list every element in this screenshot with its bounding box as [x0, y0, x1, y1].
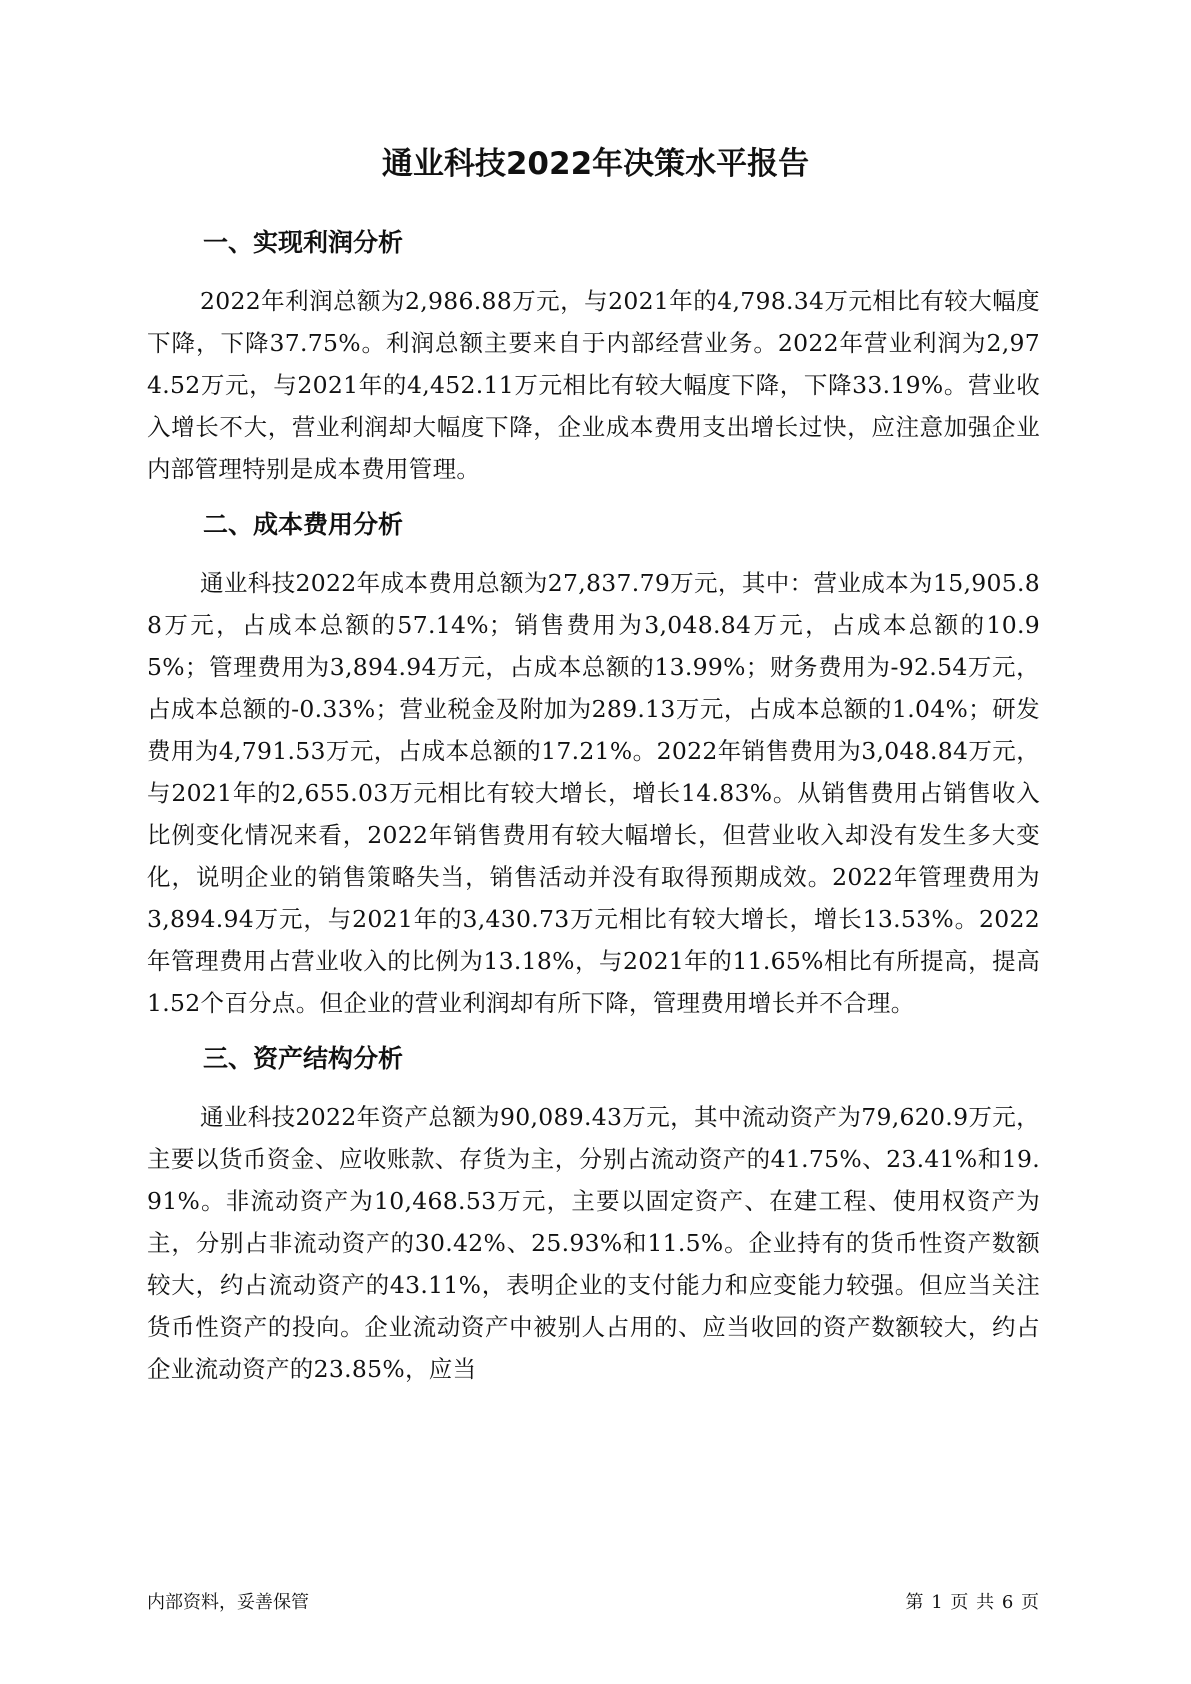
document-title: 通业科技2022年决策水平报告: [381, 146, 810, 182]
section-heading-assets: 三、资产结构分析: [203, 1044, 404, 1073]
paragraph-profit-analysis: 2022年利润总额为2,986.88万元，与2021年的4,798.34万元相比有较大幅度下降，下降37.75%。利润总额主要来自于内部经营业务。2022年营业利润为2,974.52万元，与2021年的4,452.11万元相比有较大幅度下降，下降33.19%。营业收入增长不大，营业利润却大幅度下降，企业成本费用支出增长过快，应注意加强企业内部管理特别是成本费用管理。: [147, 287, 1040, 483]
section-heading-cost: 二、成本费用分析: [203, 510, 404, 539]
section-heading-profit: 一、实现利润分析: [203, 228, 404, 257]
footer-page-number: 第 1 页 共 6 页: [905, 1592, 1040, 1613]
footer-confidential-note: 内部资料，妥善保管: [147, 1592, 309, 1613]
paragraph-asset-analysis: 通业科技2022年资产总额为90,089.43万元，其中流动资产为79,620.9万元，主要以货币资金、应收账款、存货为主，分别占流动资产的41.75%、23.41%和19.91%。非流动资产为10,468.53万元，主要以固定资产、在建工程、使用权资产为主，分别占非流动资产的30.42%、25.93%和11.5%。企业持有的货币性资产数额较大，约占流动资产的43.11%，表明企业的支付能力和应变能力较强。但应当关注货币性资产的投向。企业流动资产中被别人占用的、应当收回的资产数额较大，约占企业流动资产的23.85%，应当: [147, 1103, 1040, 1383]
document-body: [147, 222, 1040, 1404]
paragraph-cost-analysis: 通业科技2022年成本费用总额为27,837.79万元，其中：营业成本为15,905.88万元，占成本总额的57.14%；销售费用为3,048.84万元，占成本总额的10.95%；管理费用为3,894.94万元，占成本总额的13.99%；财务费用为-92.54万元，占成本总额的-0.33%；营业税金及附加为289.13万元，占成本总额的1.04%；研发费用为4,791.53万元，占成本总额的17.21%。2022年销售费用为3,048.84万元，与2021年的2,655.03万元相比有较大增长，增长14.83%。从销售费用占销售收入比例变化情况来看，2022年销售费用有较大幅增长，但营业收入却没有发生多大变化，说明企业的销售策略失当，销售活动并没有取得预期成效。2022年管理费用为3,894.94万元，与2021年的3,430.73万元相比有较大增长，增长13.53%。2022年管理费用占营业收入的比例为13.18%，与2021年的11.65%相比有所提高，提高1.52个百分点。但企业的营业利润却有所下降，管理费用增长并不合理。: [147, 569, 1040, 1017]
